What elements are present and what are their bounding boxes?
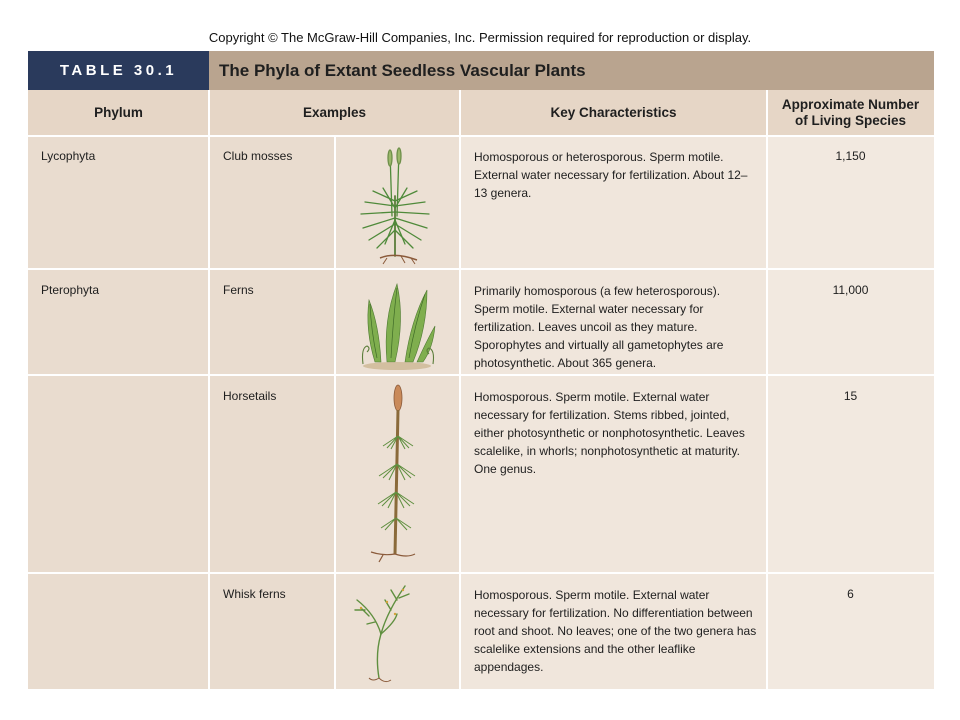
cell-phylum <box>28 574 209 689</box>
table-title: The Phyla of Extant Seedless Vascular Plants <box>219 60 586 80</box>
table-title-bar <box>28 51 934 90</box>
header-key-characteristics: Key Characteristics <box>550 105 677 120</box>
cell-key-characteristics: Homosporous. Sperm motile. External water necessary for fertilization. No differentiation between root and shoot. No leaves; one of the two genera has scalelike extensions and the other leaflike appendages. <box>460 574 767 689</box>
cell-example: Horsetails <box>209 376 335 572</box>
club-moss-illustration-icon <box>335 136 460 268</box>
cell-species-count: 11,000 <box>767 270 934 374</box>
table-row <box>28 376 934 572</box>
row-divider <box>28 374 934 376</box>
cell-species-count: 6 <box>767 574 934 689</box>
table-number-tag: TABLE 30.1 <box>28 51 209 90</box>
phyla-table <box>28 51 934 689</box>
table-row <box>28 574 934 689</box>
column-divider <box>334 136 336 689</box>
column-divider <box>459 90 461 689</box>
cell-species-count: 15 <box>767 376 934 572</box>
table-header-row <box>28 90 934 136</box>
cell-species-count: 1,150 <box>767 136 934 268</box>
cell-key-characteristics: Homosporous. Sperm motile. External water necessary for fertilization. Stems ribbed, jointed, either photosynthetic or nonphotosynthetic. Leaves scalelike, in whorls; nonphotosynthetic at maturity. One genus. <box>460 376 767 572</box>
whisk-fern-illustration-icon <box>335 574 460 689</box>
column-divider <box>766 90 768 689</box>
cell-example: Club mosses <box>209 136 335 268</box>
header-examples: Examples <box>302 105 367 120</box>
cell-example: Whisk ferns <box>209 574 335 689</box>
copyright-notice: Copyright © The McGraw-Hill Companies, Inc. Permission required for reproduction or display. <box>208 30 752 45</box>
row-divider <box>28 135 934 137</box>
header-phylum: Phylum <box>94 105 143 120</box>
column-divider <box>208 90 210 689</box>
cell-phylum: Pterophyta <box>28 270 209 374</box>
cell-phylum: Lycophyta <box>28 136 209 268</box>
cell-key-characteristics: Homosporous or heterosporous. Sperm motile. External water necessary for fertilization. About 12–13 genera. <box>460 136 767 268</box>
cell-key-characteristics: Primarily homosporous (a few heterosporous). Sperm motile. External water necessary for fertilization. Leaves uncoil as they mature. Sporophytes and virtually all gametophytes are photosynthetic. About 365 genera. <box>460 270 767 374</box>
cell-phylum <box>28 376 209 572</box>
cell-example: Ferns <box>209 270 335 374</box>
header-species-count: Approximate Number of Living Species <box>781 97 920 128</box>
fern-illustration-icon <box>335 270 460 374</box>
row-divider <box>28 572 934 574</box>
table-row <box>28 270 934 374</box>
horsetail-illustration-icon <box>335 376 460 572</box>
row-divider <box>28 268 934 270</box>
table-row <box>28 136 934 268</box>
